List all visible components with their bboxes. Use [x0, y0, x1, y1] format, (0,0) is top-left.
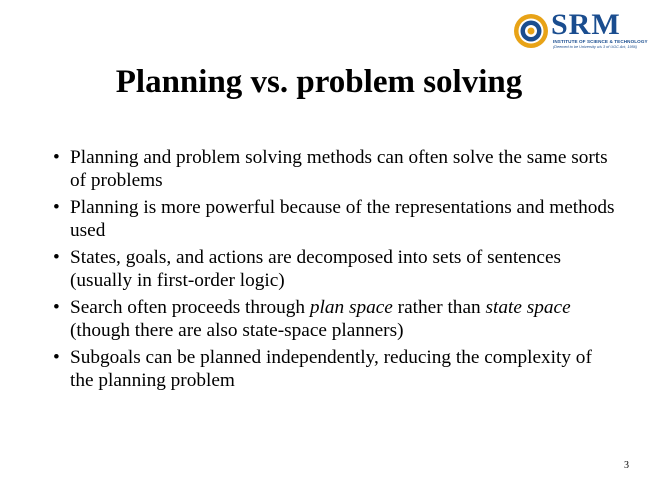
- bullet-dot-icon: •: [53, 197, 60, 218]
- srm-logo: [513, 8, 648, 52]
- bullet-dot-icon: •: [53, 147, 60, 168]
- bullet-item: [50, 296, 620, 342]
- bullet-text: Planning is more powerful because of the representations and methods used: [70, 197, 615, 242]
- logo-institute-line: INSTITUTE OF SCIENCE & TECHNOLOGY: [553, 39, 648, 44]
- bullet-item: [50, 196, 620, 242]
- bullet-text: [70, 297, 571, 341]
- bullet-text-part: rather than: [392, 297, 486, 318]
- bullet-dot-icon: •: [53, 247, 60, 268]
- slide-number: 3: [624, 460, 629, 471]
- bullet-dot-icon: •: [53, 347, 60, 368]
- bullet-text: Subgoals can be planned independently, reducing the complexity of the planning problem: [70, 347, 592, 392]
- logo-wordmark: SRM: [551, 8, 621, 41]
- srm-emblem-icon: [513, 13, 549, 49]
- bullet-item: [50, 146, 620, 192]
- bullet-text-part: (though there are also state-space planners): [70, 320, 404, 342]
- bullet-list: [50, 146, 620, 396]
- bullet-text: Planning and problem solving methods can often solve the same sorts of problems: [70, 147, 608, 192]
- slide-title: Planning vs. problem solving: [115, 64, 523, 100]
- bullet-text-part: Search often proceeds through: [70, 297, 310, 318]
- emphasis-plan-space: plan space: [309, 297, 393, 318]
- bullet-item: [50, 246, 620, 292]
- emphasis-state-space: state space: [485, 297, 571, 318]
- bullet-text: States, goals, and actions are decomposed into sets of sentences (usually in first-order logic): [70, 247, 562, 292]
- bullet-dot-icon: •: [53, 297, 60, 318]
- logo-deemed-line: (Deemed to be University u/s 3 of UGC Act, 1956): [553, 45, 638, 49]
- bullet-item: [50, 346, 620, 392]
